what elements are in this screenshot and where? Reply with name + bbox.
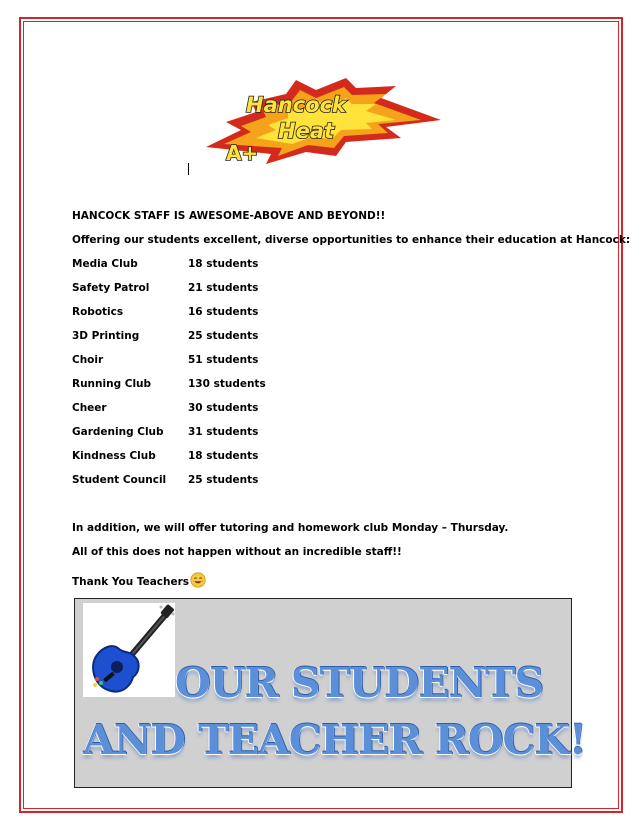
hancock-heat-logo (196, 72, 446, 172)
club-name: Cheer (72, 402, 107, 414)
club-count: 130 students (188, 378, 266, 390)
club-row (72, 473, 372, 497)
club-name: Robotics (72, 306, 124, 318)
text-cursor (188, 163, 189, 175)
club-row (72, 353, 372, 377)
club-row (72, 401, 372, 425)
club-name: Choir (72, 354, 104, 366)
logo-line2: Heat (278, 119, 335, 143)
club-name: Safety Patrol (72, 282, 150, 294)
club-name: Media Club (72, 258, 138, 270)
logo-line1: Hancock (246, 93, 346, 117)
page-heading: HANCOCK STAFF IS AWESOME-ABOVE AND BEYOND!! (72, 210, 386, 222)
club-count: 31 students (188, 426, 259, 438)
club-row (72, 257, 372, 281)
club-count: 30 students (188, 402, 259, 414)
club-row (72, 377, 372, 401)
club-name: Running Club (72, 378, 152, 390)
club-name: Student Council (72, 474, 167, 486)
club-count: 16 students (188, 306, 259, 318)
banner-line2: AND TEACHER ROCK! (83, 716, 586, 764)
intro-text: Offering our students excellent, diverse opportunities to enhance their education at Hancock: (72, 234, 631, 246)
club-list (72, 257, 372, 497)
club-row (72, 281, 372, 305)
club-name: 3D Printing (72, 330, 140, 342)
club-name: Kindness Club (72, 450, 156, 462)
staff-text: All of this does not happen without an incredible staff!! (72, 546, 402, 558)
club-count: 51 students (188, 354, 259, 366)
thanks-text: Thank You Teachers (72, 576, 190, 588)
banner-line1: OUR STUDENTS (175, 659, 544, 707)
thanks-line (72, 572, 206, 589)
rock-banner (74, 598, 586, 788)
club-count: 18 students (188, 258, 259, 270)
guitar-image (83, 603, 175, 697)
club-row (72, 329, 372, 353)
club-count: 25 students (188, 330, 259, 342)
club-count: 25 students (188, 474, 259, 486)
logo-badge: A+ (226, 141, 259, 165)
club-row (72, 449, 372, 473)
club-count: 21 students (188, 282, 259, 294)
tutoring-text: In addition, we will offer tutoring and homework club Monday – Thursday. (72, 522, 509, 534)
club-row (72, 305, 372, 329)
smiley-emoji-icon (190, 572, 206, 588)
club-row (72, 425, 372, 449)
guitar-icon (83, 603, 175, 697)
club-count: 18 students (188, 450, 259, 462)
club-name: Gardening Club (72, 426, 164, 438)
